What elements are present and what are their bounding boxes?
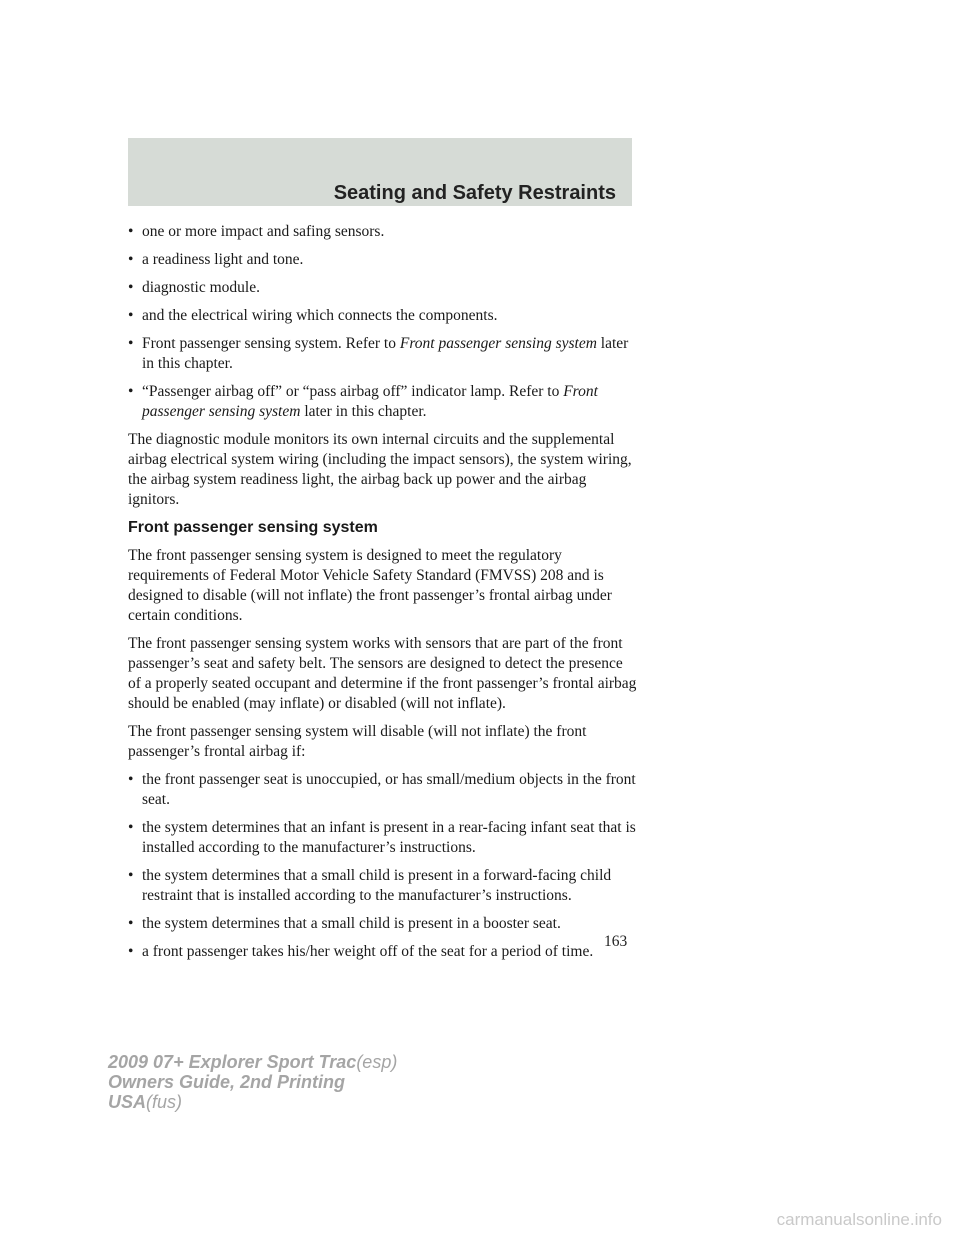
bullet-icon: • [128,223,134,240]
list-item: • one or more impact and safing sensors. [128,223,385,240]
bullet-icon: • [128,771,134,788]
cross-reference: Front passenger sensing system [142,383,598,420]
list-item: • a front passenger takes his/her weight off of the seat for a period of time. [128,943,594,960]
list-item: • the front passenger seat is unoccupied, or has small/medium objects in the front seat. [128,771,636,808]
cross-reference: Front passenger sensing system [399,335,597,352]
footer-line: USA(fus) [108,1092,183,1112]
bullet-icon: • [128,915,134,932]
page-number: 163 [604,933,628,950]
list-item: • the system determines that an infant is present in a rear-facing infant seat that is installed according to the manufacturer’s instructions. [128,819,636,856]
section-heading: Front passenger sensing system [128,519,378,536]
list-item: • a readiness light and tone. [128,251,304,268]
bullet-icon: • [128,307,134,324]
bullet-icon: • [128,819,134,836]
footer-line: 2009 07+ Explorer Sport Trac(esp) [108,1052,398,1072]
bullet-icon: • [128,251,134,268]
footer-line: Owners Guide, 2nd Printing [108,1072,346,1092]
bullet-icon: • [128,335,134,352]
paragraph: The front passenger sensing system works with sensors that are part of the front passenger’s seat and safety belt. The sensors are designed to detect the presence of a properly seated occupant and determine if the front passenger’s frontal airbag should be enabled (may inflate) or disabled (will not inflate). [128,635,637,712]
paragraph: The front passenger sensing system is designed to meet the regulatory requirements of Federal Motor Vehicle Safety Standard (FMVSS) 208 and is designed to disable (will not inflate) the front passenger’s frontal airbag under certain conditions. [128,547,612,624]
bullet-icon: • [128,867,134,884]
list-item: • and the electrical wiring which connects the components. [128,307,498,324]
list-item: • “Passenger airbag off” or “pass airbag off” indicator lamp. Refer to Front passenger sensing system later in this chapter. [128,383,598,420]
section-title: Seating and Safety Restraints [333,182,616,204]
list-item: • diagnostic module. [128,279,260,296]
list-item: • the system determines that a small child is present in a booster seat. [128,915,561,932]
list-item: • Front passenger sensing system. Refer to Front passenger sensing system later in this chapter. [128,335,629,372]
paragraph: The diagnostic module monitors its own internal circuits and the supplemental airbag electrical system wiring (including the impact sensors), the system wiring, the airbag system readiness light, the airbag back up power and the airbag ignitors. [128,431,632,508]
page-content [128,222,638,970]
list-item: • the system determines that a small child is present in a forward-facing child restraint that is installed according to the manufacturer’s instructions. [128,867,612,904]
bullet-icon: • [128,943,134,960]
bullet-icon: • [128,279,134,296]
paragraph: The front passenger sensing system will disable (will not inflate) the front passenger’s frontal airbag if: [128,723,587,760]
watermark: carmanualsonline.info [776,1210,942,1229]
bullet-icon: • [128,383,134,400]
header-band [128,138,632,206]
footer [108,1052,397,1112]
